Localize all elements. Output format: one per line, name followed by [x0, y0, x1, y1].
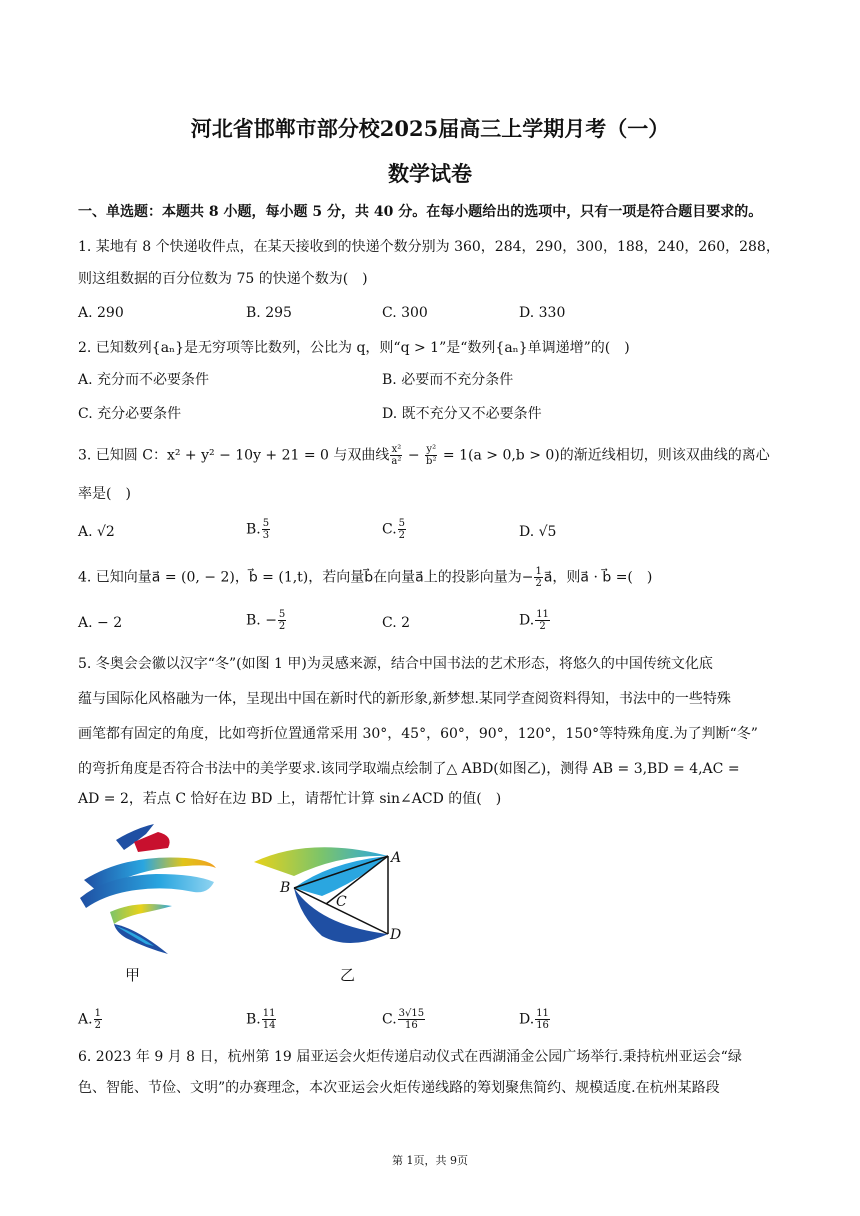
- winter-olympics-emblem-figure: [76, 820, 226, 965]
- q1-option-d: D. 330: [519, 305, 566, 321]
- q4-option-c: C. 2: [382, 615, 411, 631]
- q2-option-c: C. 充分必要条件: [78, 406, 182, 422]
- q3-frac-y: $\frac{\text{y²}}{\text{b²}}$: [426, 444, 437, 467]
- q1-line1: 1. 某地有 8 个快递收件点，在某天接收到的快递个数分别为 360，284，290，300，188，240，260，288，: [78, 239, 780, 255]
- q6-line2: 色、智能、节俭、文明”的办赛理念，本次亚运会火炬传递线路的筹划聚焦简约、规模适度.在杭州某路段: [78, 1080, 720, 1096]
- q1-option-c: C. 300: [382, 305, 428, 321]
- figure-label-jia: 甲: [125, 966, 141, 984]
- q3-option-b: B. $\frac{5}{3}$: [246, 518, 270, 541]
- q5-line3: 画笔都有固定的角度，比如弯折位置通常采用 30°，45°，60°，90°，120°，150°等特殊角度.为了判断“冬”: [78, 726, 758, 742]
- q2-option-a: A. 充分而不必要条件: [78, 372, 210, 388]
- q6-line1: 6. 2023 年 9 月 8 日，杭州第 19 届亚运会火炬传递启动仪式在西湖涌金公园广场举行.秉持杭州亚运会“绿: [78, 1049, 742, 1065]
- q5-option-c: C. $\frac{3√15}{16}$: [382, 1008, 425, 1031]
- q5-line4: 的弯折角度是否符合书法中的美学要求.该同学取端点绘制了△ ABD(如图乙)，测得 AB = 3,BD = 4,AC =: [78, 761, 740, 777]
- q3-text-post: = 1(a > 0,b > 0)的渐近线相切，则该双曲线的离心: [438, 447, 770, 464]
- q3-option-a: A. √2: [78, 524, 115, 540]
- q3-option-d: D. √5: [519, 524, 557, 540]
- section-header: 一、单选题：本题共 8 小题，每小题 5 分，共 40 分。在每小题给出的选项中，只有一项是符合题目要求的。: [78, 204, 763, 220]
- emblem-green-stroke: [110, 904, 172, 924]
- q5-option-a: A. $\frac{1}{2}$: [78, 1008, 101, 1031]
- q1-option-a: A. 290: [78, 305, 124, 321]
- q5-option-d: D. $\frac{11}{16}$: [519, 1008, 549, 1031]
- point-label-d: D: [390, 927, 402, 943]
- q2-option-d: D. 既不充分又不必要条件: [382, 406, 542, 422]
- page-subtitle: 数学试卷: [388, 161, 472, 186]
- q4-option-a: A. − 2: [78, 615, 123, 631]
- triangle-abd-figure: [250, 836, 410, 961]
- q3-line2: 率是( ): [78, 486, 131, 502]
- q3-option-c: C. $\frac{5}{2}$: [382, 518, 406, 541]
- q5-option-b: B. $\frac{11}{14}$: [246, 1008, 276, 1031]
- q3-frac-x: $\frac{\text{x²}}{\text{a²}}$: [391, 444, 402, 467]
- q3-line1: 3. 已知圆 C：x² + y² − 10y + 21 = 0 与双曲线 $\frac{\text{x²}}{\text{a²}}$ − $\frac{\text{y²}}{\text{b²}}$ = 1(a > 0,b > 0)的渐近线相切，则该双曲线的离心: [78, 444, 770, 467]
- q2-option-b: B. 必要而不充分条件: [382, 372, 514, 388]
- point-label-c: C: [336, 894, 347, 910]
- q1-line2: 则这组数据的百分位数为 75 的快递个数为( ): [78, 271, 368, 287]
- page-title: 河北省邯郸市部分校2025届高三上学期月考（一）: [190, 116, 670, 141]
- q4-option-b: B. − $\frac{5}{2}$: [246, 609, 286, 632]
- q3-text-pre: 3. 已知圆 C：x² + y² − 10y + 21 = 0 与双曲线: [78, 447, 390, 464]
- q1-option-b: B. 295: [246, 305, 292, 321]
- q4-option-d: D. $\frac{11}{2}$: [519, 609, 549, 632]
- point-label-b: B: [280, 880, 291, 896]
- q5-line1: 5. 冬奥会会徽以汉字“冬”(如图 1 甲)为灵感来源，结合中国书法的艺术形态，将悠久的中国传统文化底: [78, 656, 713, 672]
- page-footer: 第 1页，共 9页: [392, 1154, 468, 1167]
- q4-line1: 4. 已知向量a⃗ = (0, − 2)，b⃗ = (1,t)，若向量b⃗在向量a⃗上的投影向量为− $\frac{1}{2}$ a⃗，则a⃗ · b⃗ =( ): [78, 566, 653, 589]
- point-label-a: A: [391, 850, 402, 866]
- q5-line5: AD = 2，若点 C 恰好在边 BD 上，请帮忙计算 sin∠ACD 的值( ): [78, 791, 502, 807]
- q5-line2: 蕴与国际化风格融为一体，呈现出中国在新时代的新形象,新梦想.某同学查阅资料得知，书法中的一些特殊: [78, 691, 731, 707]
- emblem-bottom-highlight: [116, 926, 154, 946]
- q2-line1: 2. 已知数列{aₙ}是无穷项等比数列，公比为 q，则“q > 1”是“数列{aₙ}单调递增”的( ): [78, 340, 630, 356]
- figure-label-yi: 乙: [340, 966, 356, 984]
